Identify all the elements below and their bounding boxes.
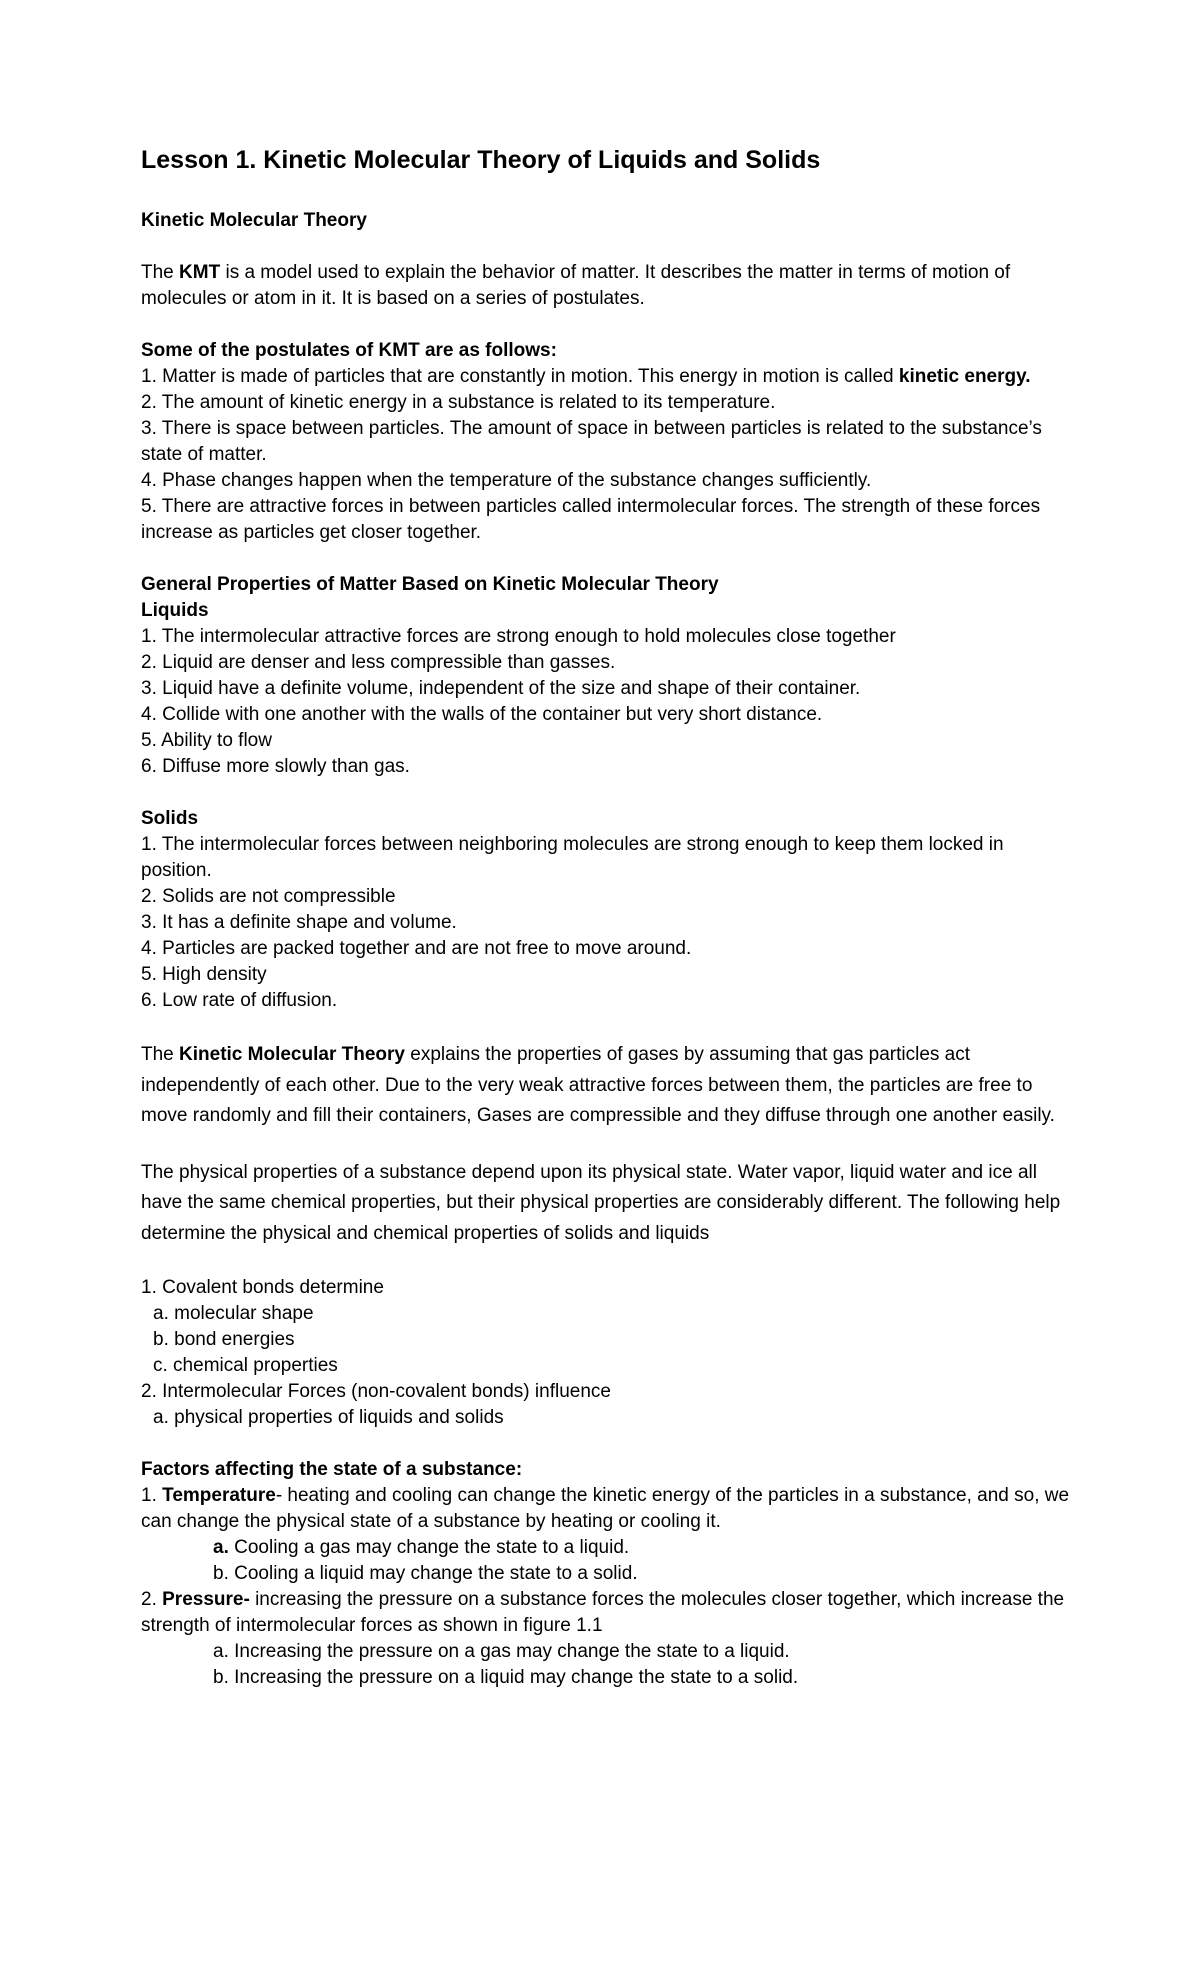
solid-property-item: 4. Particles are packed together and are not free to move around.: [141, 938, 692, 959]
solid-property-item: 5. High density: [141, 964, 267, 985]
liquid-property-item: 4. Collide with one another with the walls of the container but very short distance.: [141, 704, 823, 725]
bonds-sub-item: a. molecular shape: [153, 1303, 314, 1324]
postulate-item: 3. There is space between particles. The amount of space in between particles is related to the substance’s state of matter.: [141, 418, 1042, 465]
postulate-item: 5. There are attractive forces in between particles called intermolecular forces. The strength of these forces increase as particles get closer together.: [141, 496, 1041, 543]
liquids-heading: Liquids: [141, 600, 209, 621]
solid-property-item: 2. Solids are not compressible: [141, 886, 396, 907]
intro-paragraph: The KMT is a model used to explain the behavior of matter. It describes the matter in terms of motion of molecules or atom in it. It is based on a series of postulates.: [141, 262, 1011, 309]
postulate-item: 4. Phase changes happen when the temperature of the substance changes sufficiently.: [141, 470, 872, 491]
kmt-full-term: Kinetic Molecular Theory: [179, 1044, 405, 1065]
lesson-title: Lesson 1. Kinetic Molecular Theory of Liquids and Solids: [141, 146, 821, 174]
factor-sub-item: b. Cooling a liquid may change the state to a solid.: [213, 1563, 638, 1584]
factor-temperature: 1. Temperature- heating and cooling can change the kinetic energy of the particles in a substance, and so, we can change the physical state of a substance by heating or cooling it.: [141, 1485, 1070, 1532]
kmt-term: KMT: [179, 262, 221, 283]
postulate-item: 1. Matter is made of particles that are constantly in motion. This energy in motion is called kinetic energy.: [141, 366, 1031, 387]
factor-sub-item: a. Increasing the pressure on a gas may change the state to a liquid.: [213, 1641, 790, 1662]
factor-sub-item: b. Increasing the pressure on a liquid may change the state to a solid.: [213, 1667, 799, 1688]
solid-property-item: 6. Low rate of diffusion.: [141, 990, 338, 1011]
postulates-heading: Some of the postulates of KMT are as follows:: [141, 340, 557, 361]
document-body: [141, 144, 1071, 1691]
liquid-property-item: 1. The intermolecular attractive forces are strong enough to hold molecules close together: [141, 626, 896, 647]
bonds-sub-item: a. physical properties of liquids and solids: [153, 1407, 504, 1428]
factors-heading: Factors affecting the state of a substance:: [141, 1459, 523, 1480]
bonds-sub-item: b. bond energies: [153, 1329, 295, 1350]
bonds-sub-item: c. chemical properties: [153, 1355, 338, 1376]
liquid-property-item: 3. Liquid have a definite volume, independent of the size and shape of their container.: [141, 678, 861, 699]
solids-heading: Solids: [141, 808, 199, 829]
solid-property-item: 3. It has a definite shape and volume.: [141, 912, 457, 933]
factor-pressure: 2. Pressure- increasing the pressure on a substance forces the molecules closer together, which increase the strength of intermolecular forces as shown in figure 1.1: [141, 1589, 1065, 1636]
general-properties-heading: General Properties of Matter Based on Kinetic Molecular Theory: [141, 574, 719, 595]
temperature-term: Temperature: [162, 1485, 276, 1506]
postulate-item: 2. The amount of kinetic energy in a substance is related to its temperature.: [141, 392, 776, 413]
bonds-item: 1. Covalent bonds determine: [141, 1277, 384, 1298]
physical-properties-paragraph: The physical properties of a substance depend upon its physical state. Water vapor, liquid water and ice all have the same chemical properties, but their physical properties are considerably different. The following help determine the physical and chemical properties of solids and liquids: [141, 1161, 1061, 1244]
kmt-gases-paragraph: The Kinetic Molecular Theory explains the properties of gases by assuming that gas particles act independently of each other. Due to the very weak attractive forces between them, the particles are free to move randomly and fill their containers, Gases are compressible and they diffuse through one another easily.: [141, 1044, 1055, 1126]
pressure-term: Pressure-: [162, 1589, 250, 1610]
liquid-property-item: 6. Diffuse more slowly than gas.: [141, 756, 410, 777]
kinetic-energy-term: kinetic energy.: [898, 366, 1031, 387]
bonds-item: 2. Intermolecular Forces (non-covalent bonds) influence: [141, 1381, 611, 1402]
solid-property-item: 1. The intermolecular forces between neighboring molecules are strong enough to keep them locked in position.: [141, 834, 1004, 881]
factor-sub-item: a. Cooling a gas may change the state to a liquid.: [213, 1537, 630, 1558]
liquid-property-item: 2. Liquid are denser and less compressible than gasses.: [141, 652, 616, 673]
kmt-heading: Kinetic Molecular Theory: [141, 210, 367, 231]
liquid-property-item: 5. Ability to flow: [141, 730, 272, 751]
